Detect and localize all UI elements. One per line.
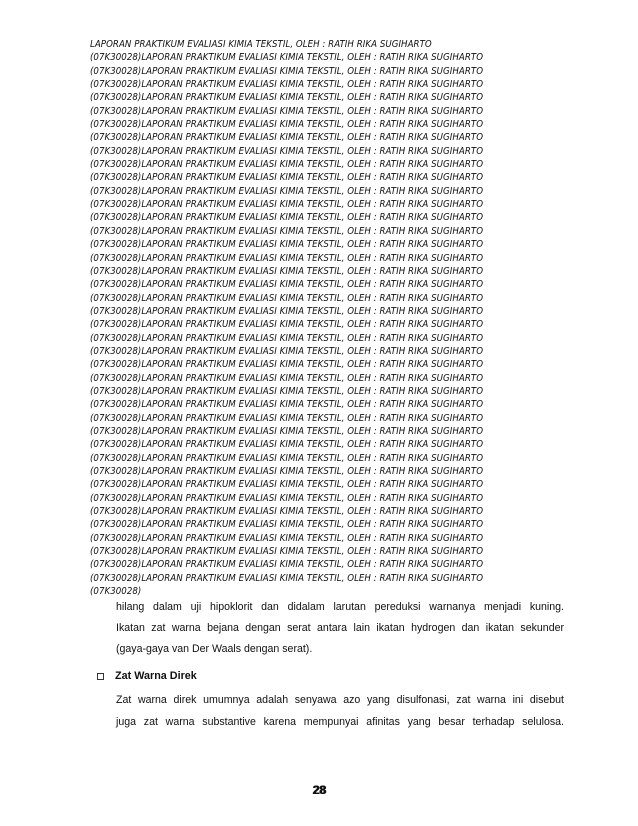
repeated-header-block — [90, 38, 560, 598]
header-repeat-line: (07K30028)LAPORAN PRAKTIKUM EVALIASI KIMIA TEKSTIL, OLEH : RATIH RIKA SUGIHARTO — [90, 345, 484, 357]
header-repeat-line: (07K30028)LAPORAN PRAKTIKUM EVALIASI KIMIA TEKSTIL, OLEH : RATIH RIKA SUGIHARTO — [90, 492, 484, 504]
section-title: Zat Warna Direk — [115, 670, 197, 682]
header-repeat-line: (07K30028)LAPORAN PRAKTIKUM EVALIASI KIMIA TEKSTIL, OLEH : RATIH RIKA SUGIHARTO — [90, 79, 484, 91]
header-repeat-line: (07K30028)LAPORAN PRAKTIKUM EVALIASI KIMIA TEKSTIL, OLEH : RATIH RIKA SUGIHARTO — [90, 559, 484, 571]
bullet-box-icon — [97, 673, 104, 680]
header-repeat-line: (07K30028)LAPORAN PRAKTIKUM EVALIASI KIMIA TEKSTIL, OLEH : RATIH RIKA SUGIHARTO — [90, 399, 484, 411]
header-repeat-line: (07K30028)LAPORAN PRAKTIKUM EVALIASI KIMIA TEKSTIL, OLEH : RATIH RIKA SUGIHARTO — [90, 412, 484, 424]
header-repeat-line: (07K30028)LAPORAN PRAKTIKUM EVALIASI KIMIA TEKSTIL, OLEH : RATIH RIKA SUGIHARTO — [90, 145, 484, 157]
header-repeat-line: (07K30028)LAPORAN PRAKTIKUM EVALIASI KIMIA TEKSTIL, OLEH : RATIH RIKA SUGIHARTO — [90, 319, 484, 331]
header-repeat-line: (07K30028)LAPORAN PRAKTIKUM EVALIASI KIMIA TEKSTIL, OLEH : RATIH RIKA SUGIHARTO — [90, 572, 484, 584]
header-repeat-line: (07K30028)LAPORAN PRAKTIKUM EVALIASI KIMIA TEKSTIL, OLEH : RATIH RIKA SUGIHARTO — [90, 252, 484, 264]
header-repeat-line: (07K30028)LAPORAN PRAKTIKUM EVALIASI KIMIA TEKSTIL, OLEH : RATIH RIKA SUGIHARTO — [90, 159, 484, 171]
header-repeat-line: (07K30028)LAPORAN PRAKTIKUM EVALIASI KIMIA TEKSTIL, OLEH : RATIH RIKA SUGIHARTO — [90, 132, 484, 144]
paragraph-1 — [116, 597, 564, 660]
header-repeat-line: (07K30028)LAPORAN PRAKTIKUM EVALIASI KIMIA TEKSTIL, OLEH : RATIH RIKA SUGIHARTO — [90, 119, 484, 131]
header-repeat-line: (07K30028)LAPORAN PRAKTIKUM EVALIASI KIMIA TEKSTIL, OLEH : RATIH RIKA SUGIHARTO — [90, 225, 484, 237]
header-repeat-line: (07K30028)LAPORAN PRAKTIKUM EVALIASI KIMIA TEKSTIL, OLEH : RATIH RIKA SUGIHARTO — [90, 466, 484, 477]
header-repeat-line: (07K30028)LAPORAN PRAKTIKUM EVALIASI KIMIA TEKSTIL, OLEH : RATIH RIKA SUGIHARTO — [90, 546, 484, 558]
header-repeat-line: (07K30028)LAPORAN PRAKTIKUM EVALIASI KIMIA TEKSTIL, OLEH : RATIH RIKA SUGIHARTO — [90, 425, 484, 437]
header-repeat-line: (07K30028)LAPORAN PRAKTIKUM EVALIASI KIMIA TEKSTIL, OLEH : RATIH RIKA SUGIHARTO — [90, 519, 484, 531]
header-repeat-line: (07K30028)LAPORAN PRAKTIKUM EVALIASI KIMIA TEKSTIL, OLEH : RATIH RIKA SUGIHARTO — [90, 52, 484, 64]
header-first-line: LAPORAN PRAKTIKUM EVALIASI KIMIA TEKSTIL, OLEH : RATIH RIKA SUGIHARTO — [90, 39, 432, 50]
header-repeat-line: (07K30028)LAPORAN PRAKTIKUM EVALIASI KIMIA TEKSTIL, OLEH : RATIH RIKA SUGIHARTO — [90, 239, 484, 251]
paragraph-1-line: hilang dalam uji hipoklorit dan didalam larutan pereduksi warnanya menjadi kuning. — [116, 601, 564, 613]
header-repeat-line: (07K30028)LAPORAN PRAKTIKUM EVALIASI KIMIA TEKSTIL, OLEH : RATIH RIKA SUGIHARTO — [90, 172, 484, 184]
paragraph-2 — [116, 689, 564, 733]
header-repeat-line: (07K30028)LAPORAN PRAKTIKUM EVALIASI KIMIA TEKSTIL, OLEH : RATIH RIKA SUGIHARTO — [90, 92, 484, 104]
header-repeat-line: (07K30028)LAPORAN PRAKTIKUM EVALIASI KIMIA TEKSTIL, OLEH : RATIH RIKA SUGIHARTO — [90, 506, 484, 518]
header-repeat-line: (07K30028)LAPORAN PRAKTIKUM EVALIASI KIMIA TEKSTIL, OLEH : RATIH RIKA SUGIHARTO — [90, 185, 484, 197]
paragraph-1-line: (gaya-gaya van Der Waals dengan serat). — [116, 643, 313, 655]
paragraph-1-line: Ikatan zat warna bejana dengan serat antara lain ikatan hydrogen dan ikatan sekunder — [116, 622, 564, 634]
header-repeat-line: (07K30028)LAPORAN PRAKTIKUM EVALIASI KIMIA TEKSTIL, OLEH : RATIH RIKA SUGIHARTO — [90, 359, 484, 371]
header-repeat-line: (07K30028)LAPORAN PRAKTIKUM EVALIASI KIMIA TEKSTIL, OLEH : RATIH RIKA SUGIHARTO — [90, 479, 484, 491]
header-repeat-line: (07K30028)LAPORAN PRAKTIKUM EVALIASI KIMIA TEKSTIL, OLEH : RATIH RIKA SUGIHARTO — [90, 212, 484, 224]
header-repeat-line: (07K30028)LAPORAN PRAKTIKUM EVALIASI KIMIA TEKSTIL, OLEH : RATIH RIKA SUGIHARTO — [90, 385, 484, 397]
paragraph-2-line: juga zat warna substantive karena mempunyai afinitas yang besar terhadap selulosa. — [116, 716, 564, 728]
section-heading — [97, 668, 197, 684]
header-repeat-line: (07K30028)LAPORAN PRAKTIKUM EVALIASI KIMIA TEKSTIL, OLEH : RATIH RIKA SUGIHARTO — [90, 279, 484, 291]
header-repeat-line: (07K30028)LAPORAN PRAKTIKUM EVALIASI KIMIA TEKSTIL, OLEH : RATIH RIKA SUGIHARTO — [90, 305, 484, 317]
header-repeat-lines — [90, 51, 560, 585]
paragraph-2-line: Zat warna direk umumnya adalah senyawa azo yang disulfonasi, zat warna ini disebut — [116, 694, 564, 706]
header-repeat-line: (07K30028)LAPORAN PRAKTIKUM EVALIASI KIMIA TEKSTIL, OLEH : RATIH RIKA SUGIHARTO — [90, 439, 484, 451]
header-repeat-line: (07K30028)LAPORAN PRAKTIKUM EVALIASI KIMIA TEKSTIL, OLEH : RATIH RIKA SUGIHARTO — [90, 199, 484, 211]
header-repeat-line: (07K30028)LAPORAN PRAKTIKUM EVALIASI KIMIA TEKSTIL, OLEH : RATIH RIKA SUGIHARTO — [90, 372, 484, 384]
header-repeat-line: (07K30028)LAPORAN PRAKTIKUM EVALIASI KIMIA TEKSTIL, OLEH : RATIH RIKA SUGIHARTO — [90, 65, 484, 77]
header-repeat-line: (07K30028)LAPORAN PRAKTIKUM EVALIASI KIMIA TEKSTIL, OLEH : RATIH RIKA SUGIHARTO — [90, 265, 484, 277]
header-repeat-line: (07K30028)LAPORAN PRAKTIKUM EVALIASI KIMIA TEKSTIL, OLEH : RATIH RIKA SUGIHARTO — [90, 292, 484, 304]
header-last-line: (07K30028) — [90, 586, 142, 598]
header-repeat-line: (07K30028)LAPORAN PRAKTIKUM EVALIASI KIMIA TEKSTIL, OLEH : RATIH RIKA SUGIHARTO — [90, 105, 484, 117]
header-repeat-line: (07K30028)LAPORAN PRAKTIKUM EVALIASI KIMIA TEKSTIL, OLEH : RATIH RIKA SUGIHARTO — [90, 452, 484, 464]
header-repeat-line: (07K30028)LAPORAN PRAKTIKUM EVALIASI KIMIA TEKSTIL, OLEH : RATIH RIKA SUGIHARTO — [90, 532, 484, 544]
page-number: 28 — [312, 783, 326, 797]
header-repeat-line: (07K30028)LAPORAN PRAKTIKUM EVALIASI KIMIA TEKSTIL, OLEH : RATIH RIKA SUGIHARTO — [90, 332, 484, 344]
